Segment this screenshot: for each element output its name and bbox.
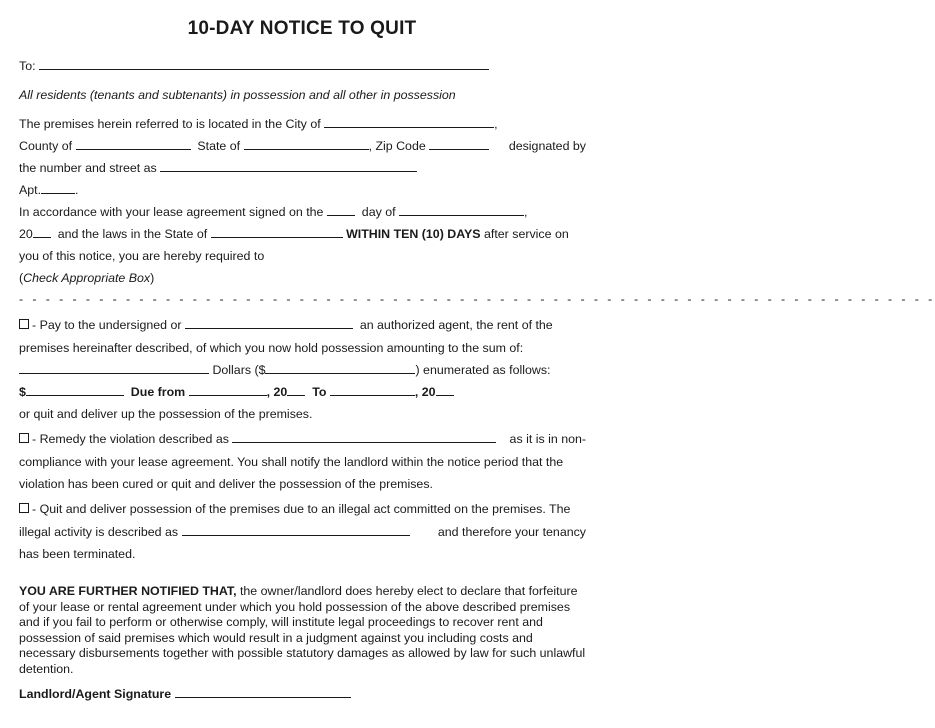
year-b-blank[interactable] [436,384,454,396]
remedy-checkbox[interactable] [19,433,29,443]
violation-cured-line: violation has been cured or quit and deliver the possession of the premises. [19,477,433,491]
pay-label: - Pay to the undersigned or [32,318,182,332]
violation-blank[interactable] [232,431,496,443]
apt-label: Apt. [19,183,42,197]
apt-blank[interactable] [41,182,75,194]
month-blank[interactable] [399,204,524,216]
year-blank[interactable] [33,226,51,238]
quit-checkbox[interactable] [19,503,29,513]
within-ten-days: WITHIN TEN (10) DAYS [346,227,481,241]
payee-blank[interactable] [185,317,353,329]
to-blank[interactable] [39,58,489,70]
dollar-sign: $ [19,385,26,399]
signature-label: Landlord/Agent Signature [19,687,172,701]
dollars-label: Dollars ($ [212,363,266,377]
county-label: County of [19,139,73,153]
premises-city-label: The premises herein referred to is located in the City of [19,117,321,131]
state-label: State of [197,139,241,153]
page-title: 10-DAY NOTICE TO QUIT [187,18,417,39]
further-notified-heading: YOU ARE FURTHER NOTIFIED THAT, [19,584,237,598]
further-notified-text: the owner/landlord does hereby elect to declare that forfeiture of your lease or rental agreement under which you hold possession of the above described premises and if you fail to perform or otherwise comply, will institute legal proceedings to recover rent and possession of said premises which would result in a judgment against you including costs and necessary disbursements together with possible statutory damages as allowed by law for such unlawful detention. [19,584,586,676]
illegal-activity-label: illegal activity is described as [19,525,179,539]
county-line [19,138,489,154]
due-line [19,384,454,400]
remedy-label: - Remedy the violation described as [32,432,229,446]
premises-sum-line: premises hereinafter described, of which you now hold possession amounting to the sum of: [19,341,524,355]
due-amount-blank[interactable] [26,384,124,396]
amount-number-blank[interactable] [265,362,415,374]
to-word-label: To [312,385,327,399]
agent-label: an authorized agent, the rent of the [359,318,553,332]
city-blank[interactable] [324,116,494,128]
enumerated-label: ) enumerated as follows: [415,363,551,377]
quit-label: - Quit and deliver possession of the premises due to an illegal act committed on the premises. The [32,502,571,516]
street-blank[interactable] [160,160,417,172]
dollars-line [19,362,550,378]
zip-label: , Zip Code [368,139,426,153]
state-blank[interactable] [244,138,369,150]
year-b-prefix: , 20 [414,385,436,399]
check-box-label: Check Appropriate Box [23,271,151,285]
county-blank[interactable] [76,138,191,150]
signature-line [19,686,351,702]
required-line: you of this notice, you are hereby required to [19,249,265,263]
to-label: To: [19,59,36,73]
pay-checkbox[interactable] [19,319,29,329]
separator-dashes: - - - - - - - - - - - - - - - - - - - - - - - - - - - - - - - - - - - - - - - - - - - - - - - - - - - - - - - - - - - - - - - - - - - - - [19,292,935,306]
year-prefix: 20 [19,227,33,241]
year-a-prefix: , 20 [266,385,288,399]
option-quit-line [19,501,570,517]
premises-city-line: The premises herein referred to is located in the City of , [19,117,498,131]
option-pay-line [19,317,553,333]
option-remedy-line [19,431,496,447]
due-from-label: Due from [130,385,186,399]
zip-blank[interactable] [429,138,489,150]
street-line [19,160,417,176]
due-from-blank[interactable] [189,384,267,396]
lease-line: In accordance with your lease agreement signed on the day of , [19,205,528,219]
residents-line: All residents (tenants and subtenants) in possession and all other in possession [19,88,456,102]
due-to-blank[interactable] [330,384,415,396]
street-label: the number and street as [19,161,157,175]
tenancy-label: and therefore your tenancy [437,525,586,539]
illegal-activity-line [19,524,410,540]
designated-by: designated by [508,139,586,153]
to-line [19,58,489,74]
amount-words-blank[interactable] [19,362,209,374]
day-of-label: day of [361,205,396,219]
day-blank[interactable] [327,204,355,216]
compliance-line: compliance with your lease agreement. You shall notify the landlord within the notice period that the [19,455,564,469]
terminated-line: has been terminated. [19,547,136,561]
lease-label: In accordance with your lease agreement signed on the [19,205,324,219]
laws-line [19,226,569,242]
non-compliance-label: as it is in non- [509,432,586,446]
apt-line: Apt. . [19,183,79,197]
further-notified-paragraph [19,584,591,677]
check-box-line: (Check Appropriate Box) [19,271,155,285]
quit-deliver-line: or quit and deliver up the possession of the premises. [19,407,313,421]
year-a-blank[interactable] [287,384,305,396]
after-service-label: after service on [484,227,569,241]
signature-blank[interactable] [175,686,351,698]
laws-state-blank[interactable] [211,226,343,238]
illegal-activity-blank[interactable] [182,524,410,536]
laws-label: and the laws in the State of [57,227,208,241]
